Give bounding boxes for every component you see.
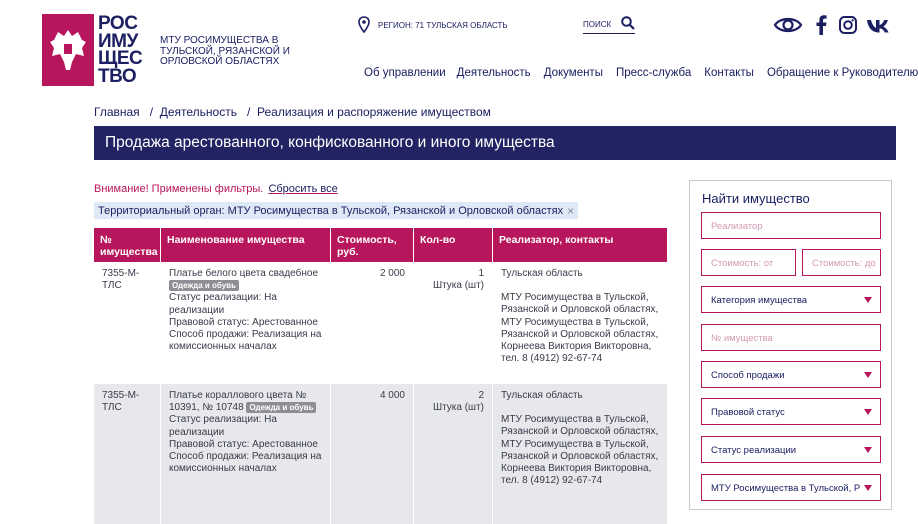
- input-placeholder: Реализатор: [711, 221, 763, 232]
- breadcrumb-separator: /: [143, 105, 157, 119]
- category-badge: Одежда и обувь: [246, 402, 316, 413]
- breadcrumb-current[interactable]: Реализация и распоряжение имуществом: [257, 105, 491, 119]
- filter-chip: [94, 202, 578, 219]
- filter-chip-label: Территориальный орган: МТУ Росимущества в Тульской, Рязанской и Орловской областях: [98, 204, 564, 217]
- double-headed-eagle-icon: [48, 26, 88, 74]
- breadcrumb: [94, 105, 491, 119]
- column-header[interactable]: Стоимость, руб.: [331, 228, 414, 262]
- item-number: 7355-М-ТЛС: [94, 384, 161, 524]
- page-title: Продажа арестованного, конфискованного и иного имущества: [94, 126, 896, 160]
- nav-item-about[interactable]: Об управлении: [364, 67, 446, 79]
- nav-item-contacts[interactable]: Контакты: [704, 67, 754, 79]
- legal-status: Правовой статус: Арестованное: [169, 438, 318, 450]
- item-quantity: [414, 262, 493, 384]
- territorial-body-select[interactable]: [701, 474, 881, 501]
- search-icon[interactable]: [621, 16, 635, 30]
- nav-item-press[interactable]: Пресс-служба: [615, 67, 692, 79]
- select-value: Правовой статус: [711, 407, 785, 418]
- input-placeholder: Стоимость: до: [812, 258, 876, 269]
- facebook-icon[interactable]: [815, 14, 827, 36]
- search-label: ПОИСК: [583, 20, 612, 29]
- item-name[interactable]: Платье кораллового цвета № 10391, № 10748: [169, 390, 307, 414]
- table-row[interactable]: [94, 384, 667, 524]
- price-from-input[interactable]: [701, 249, 796, 276]
- realizator-contacts: [493, 262, 667, 384]
- category-badge: Одежда и обувь: [169, 280, 239, 291]
- select-value: Статус реализации: [711, 445, 797, 456]
- legal-status-select[interactable]: [701, 398, 881, 425]
- logo-wordmark[interactable]: [98, 15, 158, 85]
- quantity-value: 2: [478, 390, 484, 401]
- category-select[interactable]: [701, 286, 881, 313]
- nav-item-appeal[interactable]: Обращение к Руководителю: [766, 67, 918, 79]
- chevron-down-icon: [864, 447, 872, 453]
- breadcrumb-separator: /: [240, 105, 254, 119]
- chevron-down-icon: [864, 372, 872, 378]
- location-pin-icon: [358, 16, 370, 33]
- emblem-logo[interactable]: [42, 14, 94, 86]
- sale-method: Способ продажи: Реализация на комиссионных началах: [169, 329, 322, 353]
- item-description: [161, 262, 331, 384]
- logo-line: ТВО: [98, 65, 137, 87]
- instagram-icon[interactable]: [838, 14, 858, 36]
- org-name: МТУ РОСИМУЩЕСТВА В ТУЛЬСКОЙ, РЯЗАНСКОЙ И ОРЛОВСКОЙ ОБЛАСТЯХ: [160, 35, 290, 67]
- select-value: МТУ Росимущества в Тульской, Р: [711, 483, 861, 494]
- filters-warning: [94, 183, 338, 195]
- select-value: Категория имущества: [711, 295, 808, 306]
- realizator-region: Тульская область: [501, 390, 583, 401]
- sale-status: Статус реализации: На реализации: [169, 292, 277, 316]
- chevron-down-icon: [864, 485, 872, 491]
- nav-item-documents[interactable]: Документы: [543, 67, 603, 79]
- sale-status: Статус реализации: На реализации: [169, 414, 277, 438]
- item-number: 7355-М-ТЛС: [94, 262, 161, 384]
- column-header[interactable]: Реализатор, контакты: [499, 234, 614, 246]
- realizator-details: МТУ Росимущества в Тульской, Рязанской и Орловской областях, МТУ Росимущества в Тульской, Рязанской и Орловской областях, Корнеева Виктория Викторовна, тел. 8 (4912) 92-67-74: [501, 292, 659, 365]
- table-header: [94, 228, 667, 262]
- input-placeholder: № имущества: [711, 333, 773, 344]
- realizator-details: МТУ Росимущества в Тульской, Рязанской и Орловской областях, МТУ Росимущества в Тульской, Рязанской и Орловской областях, Корнеева Виктория Викторовна, тел. 8 (4912) 92-67-74: [501, 414, 659, 487]
- sidebar-title: Найти имущество: [702, 191, 810, 206]
- sale-status-select[interactable]: [701, 436, 881, 463]
- search-sidebar: [689, 180, 892, 510]
- item-description: [161, 384, 331, 524]
- region-label: РЕГИОН: 71 ТУЛЬСКАЯ ОБЛАСТЬ: [378, 21, 508, 30]
- table-row[interactable]: [94, 262, 667, 384]
- sale-method-select[interactable]: [701, 361, 881, 388]
- column-header[interactable]: Наименование имущества: [161, 228, 331, 262]
- property-table: [94, 228, 667, 524]
- chevron-down-icon: [864, 409, 872, 415]
- item-number-input[interactable]: [701, 324, 881, 351]
- logo-line: РОС: [98, 13, 138, 34]
- vk-icon[interactable]: [866, 14, 892, 36]
- input-placeholder: Стоимость: от: [711, 258, 774, 269]
- legal-status: Правовой статус: Арестованное: [169, 316, 318, 328]
- item-quantity: [414, 384, 493, 524]
- logo-line: ИМУ: [98, 30, 138, 52]
- item-price: 2 000: [331, 262, 414, 384]
- sale-method: Способ продажи: Реализация на комиссионных началах: [169, 451, 322, 475]
- realizator-region: Тульская область: [501, 268, 583, 279]
- region-selector[interactable]: [358, 16, 508, 33]
- quantity-unit: Штука (шт): [432, 280, 484, 292]
- column-header[interactable]: № имущества: [94, 228, 161, 262]
- item-price: 4 000: [331, 384, 414, 524]
- nav-item-activity[interactable]: Деятельность: [456, 67, 531, 79]
- quantity-value: 1: [478, 268, 484, 279]
- item-name[interactable]: Платье белого цвета свадебное: [169, 268, 318, 279]
- realizator-input[interactable]: [701, 212, 881, 239]
- price-to-input[interactable]: [802, 249, 881, 276]
- close-icon[interactable]: ×: [567, 203, 575, 218]
- search-field[interactable]: [583, 17, 635, 34]
- chevron-down-icon: [864, 297, 872, 303]
- breadcrumb-activity[interactable]: Деятельность: [159, 105, 237, 119]
- select-value: Способ продажи: [711, 370, 785, 381]
- breadcrumb-home[interactable]: Главная: [94, 105, 140, 119]
- main-nav: [364, 67, 918, 79]
- quantity-unit: Штука (шт): [432, 402, 484, 414]
- realizator-contacts: [493, 384, 667, 524]
- accessibility-eye-icon[interactable]: [773, 14, 803, 36]
- filters-warning-text: Внимание! Применены фильтры.: [94, 183, 264, 195]
- logo-line: ЩЕС: [98, 48, 143, 69]
- reset-filters-link[interactable]: Сбросить все: [268, 183, 338, 195]
- column-header[interactable]: Кол-во: [414, 228, 493, 262]
